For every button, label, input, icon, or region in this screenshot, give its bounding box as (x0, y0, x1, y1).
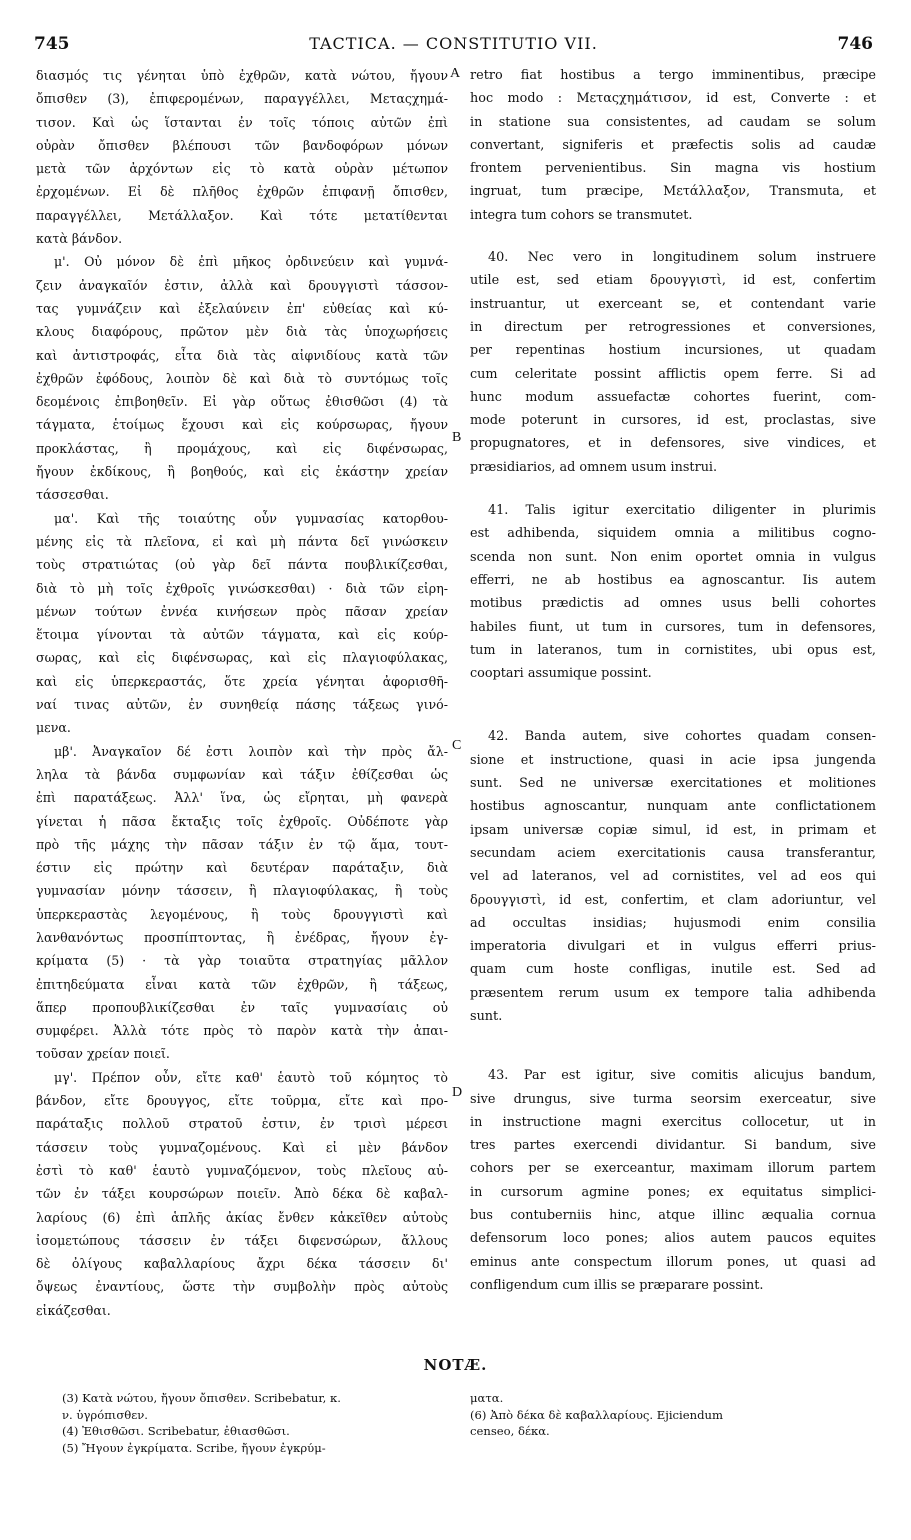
note-line: ματα. (470, 1391, 504, 1405)
text-line: διὰ τὸ μὴ τοῖς ἐχθροῖς γινώσκεσθαι) · διὰ τῶν εἰρη- (36, 580, 448, 596)
paragraph-spacer (470, 685, 876, 725)
text-line: γυμνασίαν μόνην τάσσειν, ἢ πλαγιοφύλακας, ἢ τοὺς (36, 883, 448, 899)
text-line: τας γυμνάζειν καὶ ἐξελαύνειν ἐπ' εὐθείας καὶ κύ- (36, 300, 448, 316)
text-line: cum celeritate possint afflictis opem ferre. Si ad (470, 366, 876, 382)
greek-paragraph (36, 64, 448, 250)
paragraph-spacer (470, 479, 876, 499)
text-line: εἰκάζεσθαι. (36, 1302, 111, 1318)
text-line: δρουγγιστὶ, id est, confertim, et clam adoriuntur, vel (470, 892, 876, 908)
text-line: convertant, signiferis et præfectis solis ad caudæ (470, 137, 876, 153)
text-line: ἤγουν ἐκδίκους, ἢ βοηθούς, καὶ εἰς ἑκάστην χρείαν (36, 464, 448, 480)
text-line: ad occultas insidias; hujusmodi enim consilia (470, 915, 876, 931)
text-line: ἐστὶ τὸ καθ' ἑαυτὸ γυμναζόμενον, τοὺς πλεῖους αὐ- (36, 1162, 448, 1178)
text-line: μα'. Καὶ τῆς τοιαύτης οὖν γυμνασίας κατορθου- (54, 510, 448, 526)
text-line: præsidiarios, ad omnem usum instrui. (470, 459, 718, 475)
text-line: ἕτοιμα γίνονται τὰ αὐτῶν τάγματα, καὶ εἰς κούρ- (36, 627, 448, 643)
greek-paragraph (36, 740, 448, 1066)
text-line: 41. Talis igitur exercitatio diligenter in plurimis (488, 503, 876, 519)
latin-paragraph (470, 499, 876, 685)
text-line: sunt. Sed ne universæ exercitationes et molitiones (470, 776, 876, 792)
latin-paragraph (470, 64, 876, 227)
greek-paragraph (36, 507, 448, 740)
notes-left-column (62, 1390, 447, 1457)
text-line: confligendum cum illis se præparare possint. (470, 1277, 764, 1293)
note-line: (3) Κατὰ νώτου, ἤγουν ὄπισθεν. Scribebatur, κ. (62, 1391, 341, 1405)
text-line: cohors per se exerceantur, maximam illorum partem (470, 1161, 876, 1177)
text-line: ἅπερ προπουβλικίζεσθαι ἐν ταῖς γυμνασίαις οὐ (36, 999, 448, 1015)
text-line: præsentem rerum usum ex tempore talia adhibenda (470, 985, 876, 1001)
text-line: ipsam universæ copiæ simul, id est, in primam et (470, 822, 876, 838)
text-line: sive drungus, sive turma seorsim exerceatur, sive (470, 1091, 876, 1107)
text-line: συμφέρει. Ἀλλὰ τότε πρὸς τὸ παρὸν κατὰ τὴν ἀπαι- (36, 1023, 448, 1039)
latin-paragraph (470, 246, 876, 479)
page-header (34, 34, 873, 60)
text-line: ὄψεως ἐναντίους, ὥστε τὴν συμβολὴν πρὸς αὐτοὺς (36, 1279, 448, 1295)
note-line: (5) Ἤγουν ἐγκρίματα. Scribe, ἤγουν ἐγκρύμ- (62, 1441, 326, 1456)
text-line: propugnatores, et in defensores, sive vindices, et (470, 436, 876, 452)
text-line: σωρας, καὶ εἰς διφένσωρας, καὶ εἰς πλαγιοφύλακας, (36, 650, 448, 666)
text-line: τάγματα, ἑτοίμως ἔχουσι καὶ εἰς κούρσωρας, ἤγουν (36, 417, 448, 433)
text-line: διασμός τις γένηται ὑπὸ ἐχθρῶν, κατὰ νώτου, ἤγουν (36, 68, 448, 83)
note-line: (6) Ἀπὸ δέκα δὲ καβαλλαρίους. Ejiciendum (470, 1407, 723, 1422)
greek-paragraph (36, 1066, 448, 1322)
text-line: mode poterunt in cursores, id est, proclastas, sive (470, 413, 876, 429)
text-line: μετὰ τῶν ἀρχόντων εἰς τὸ κατὰ οὐρὰν μέτωπον (36, 161, 448, 177)
text-line: μένης εἰς τὰ πλεῖονα, εἰ καὶ μὴ πάντα δεῖ γινώσκειν (36, 533, 448, 549)
note-line: (4) Ἐθισθῶσι. Scribebatur, ἐθιασθῶσι. (62, 1424, 290, 1439)
latin-paragraph (470, 725, 876, 1028)
text-line: τισον. Καὶ ὡς ἵστανται ἐν τοῖς τόποις αὐτῶν ἐπὶ (36, 114, 448, 130)
text-line: in instructione magni exercitus collocetur, ut in (470, 1114, 876, 1130)
text-line: utile est, sed etiam δρουγγιστὶ, id est, confertim (470, 273, 876, 289)
text-line: efferri, ne ab hostibus ea agnoscantur. Iis autem (470, 572, 876, 588)
text-line: πρὸ τῆς μάχης τὴν πᾶσαν τάξιν ἐν τῷ ἅμα, τουτ- (36, 836, 448, 852)
text-line: παραγγέλλει, Μετάλλαξον. Καὶ τότε μετατίθενται (36, 207, 448, 223)
text-line: hostibus agnoscantur, nunquam ante conflictationem (470, 799, 876, 815)
running-title: TACTICA. — CONSTITUTIO VII. (309, 34, 598, 53)
text-line: ἰσομετώπους τάσσειν ἐν τάξει διφενσώρων, ἄλλους (36, 1232, 448, 1248)
text-line: in cursorum agmine pones; ex equitatus simplici- (470, 1184, 876, 1200)
text-line: κρίματα (5) · τὰ γὰρ τοιαῦτα στρατηγίας μᾶλλον (36, 953, 448, 969)
text-line: τάσσεσθαι. (36, 487, 109, 503)
text-line: ὑπερκεραστὰς λεγομένους, ἢ τοὺς δρουγγιστὶ καὶ (36, 906, 448, 922)
text-line: ζειν ἀναγκαῖόν ἐστιν, ἀλλὰ καὶ δρουγγιστὶ τάσσον- (36, 277, 448, 293)
text-line: δὲ ὀλίγους καβαλλαρίους ἄχρι δέκα τάσσειν δι' (36, 1256, 448, 1272)
greek-paragraph (36, 250, 448, 506)
text-line: instruantur, ut exerceant se, et contendant varie (470, 296, 876, 312)
note-line: censeo, δέκα. (470, 1424, 550, 1439)
margin-letter-d: D (452, 1085, 463, 1100)
text-line: cooptari assumique possint. (470, 666, 652, 682)
text-line: ἐχθρῶν ἐφόδους, λοιπὸν δὲ καὶ διὰ τὸ συντόμως τοῖς (36, 370, 448, 386)
text-line: defensorum loco pones; alios autem paucos equites (470, 1231, 876, 1247)
text-line: τῶν ἐν τάξει κουρσώρων ποιεῖν. Ἀπὸ δέκα δὲ καβαλ- (36, 1186, 448, 1202)
text-line: ναί τινας αὐτῶν, ἐν συνηθείᾳ πάσης τάξεως γινό- (36, 697, 448, 713)
text-line: tum in lateranos, tum in cornistites, ubi opus est, (470, 642, 876, 658)
text-line: eminus ante conspectum illorum pones, ut quasi ad (470, 1254, 876, 1270)
text-line: motibus prædictis ad omnes usus belli cohortes (470, 596, 876, 612)
text-line: ληλα τὰ βάνδα συμφωνίαν καὶ τάξιν ἐθίζεσθαι ὡς (36, 766, 448, 782)
text-line: frontem pervenientibus. Sin magna vis hostium (470, 161, 876, 177)
text-line: ἐρχομένων. Εἰ δὲ πλῆθος ἐχθρῶν ἐπιφανῇ ὄπισθεν, (36, 184, 448, 200)
text-line: κατὰ βάνδον. (36, 231, 123, 247)
text-line: quam cum hoste confligas, inutile est. Sed ad (470, 962, 876, 978)
text-line: μ'. Οὐ μόνον δὲ ἐπὶ μῆκος ὀρδινεύειν καὶ γυμνά- (54, 254, 448, 270)
margin-letter-b: B (452, 430, 462, 445)
text-line: sunt. (470, 1008, 503, 1024)
text-line: καὶ εἰς ὑπερκεραστάς, ὅτε χρεία γένηται ἀφορισθῆ- (36, 673, 448, 689)
latin-text-column (470, 64, 876, 1297)
text-line: οὐρὰν ὄπισθεν βλέπουσι τῶν βανδοφόρων μόνων (36, 137, 448, 153)
text-line: τοῦσαν χρείαν ποιεῖ. (36, 1046, 170, 1062)
text-line: βάνδον, εἴτε δρουγγος, εἴτε τοῦρμα, εἴτε καὶ προ- (36, 1093, 448, 1109)
text-line: hunc modum assuefactæ cohortes fuerint, com- (470, 389, 876, 405)
text-line: προκλάστας, ἢ προμάχους, καὶ εἰς διφένσωρας, (36, 440, 448, 456)
text-line: integra tum cohors se transmutet. (470, 207, 693, 223)
text-line: vel ad lateranos, vel ad cornistites, vel ad eos qui (470, 869, 876, 885)
paragraph-spacer (470, 1028, 876, 1064)
text-line: μγ'. Πρέπον οὖν, εἴτε καθ' ἑαυτὸ τοῦ κόμητος τὸ (54, 1069, 448, 1085)
margin-letter-c: C (452, 738, 462, 753)
text-line: ἐπιτηδεύματα εἶναι κατὰ τῶν ἐχθρῶν, ἢ τάξεως, (36, 976, 448, 992)
text-line: per repentinas hostium incursiones, ut quadam (470, 343, 876, 359)
text-line: ingruat, tum præcipe, Μετάλλαξον, Transmuta, et (470, 184, 876, 200)
text-line: τάσσειν τοὺς γυμναζομένους. Καὶ εἰ μὲν βάνδον (36, 1139, 448, 1155)
text-line: λανθανόντως προσπίπτοντας, ἢ ἐνέδρας, ἤγουν ἐγ- (36, 929, 448, 945)
text-line: δεομένοις ἐπιβοηθεῖν. Εἰ γὰρ οὕτως ἐθισθῶσι (4) τὰ (36, 394, 448, 410)
text-line: retro fiat hostibus a tergo imminentibus, præcipe (470, 68, 876, 83)
text-line: habiles fiunt, ut tum in cursores, tum in defensores, (470, 619, 876, 635)
text-line: 40. Nec vero in longitudinem solum instruere (488, 250, 876, 266)
text-line: παράταξις πολλοῦ στρατοῦ ἐστιν, ἐν τρισὶ μέρεσι (36, 1116, 448, 1132)
text-line: 42. Banda autem, sive cohortes quadam consen- (488, 729, 876, 745)
text-line: λαρίους (6) ἐπὶ ἁπλῆς ἀκίας ἔνθεν κἀκεῖθεν αὐτοὺς (36, 1209, 448, 1225)
text-line: μένων τούτων ἐννέα κινήσεων πρὸς πᾶσαν χρείαν (36, 603, 448, 619)
notes-title: NOTÆ. (423, 1356, 488, 1374)
note-line: ν. ὑγρόπισθεν. (62, 1407, 148, 1422)
text-line: ἐπὶ παρατάξεως. Ἀλλ' ἵνα, ὡς εἴρηται, μὴ φανερὰ (36, 790, 448, 806)
text-line: έστιν εἰς πρώτην καὶ δευτέραν παράταξιν, διὰ (36, 860, 448, 876)
page-number-right: 746 (837, 34, 873, 54)
text-line: καὶ ἀντιστροφάς, εἶτα διὰ τὰς αἰφνιδίους κατὰ τῶν (36, 347, 448, 363)
text-line: sione et instructione, quasi in acie ipsa jungenda (470, 752, 876, 768)
text-line: 43. Par est igitur, sive comitis alicujus bandum, (488, 1068, 876, 1084)
text-line: hoc modo : Μεταςχημάτισον, id est, Converte : et (470, 91, 876, 107)
text-line: bus contuberniis hinc, atque illinc æqualia cornua (470, 1208, 876, 1224)
text-line: κλους διαφόρους, πρῶτον μὲν διὰ τὰς ὑποχωρήσεις (36, 324, 448, 340)
text-line: ὄπισθεν (3), ἐπιφερομένων, παραγγέλλει, Μεταςχημά- (36, 91, 448, 107)
margin-letter-a: A (450, 66, 461, 81)
page-number-left: 745 (34, 34, 70, 54)
text-line: μβ'. Ἀναγκαῖον δέ ἐστι λοιπὸν καὶ τὴν πρὸς ἄλ- (54, 743, 448, 759)
text-line: μενα. (36, 720, 71, 736)
text-line: secundam aciem exercitationis causa transferantur, (470, 845, 876, 861)
latin-paragraph (470, 1064, 876, 1297)
greek-text-column (36, 64, 448, 1322)
text-line: γίνεται ἡ πᾶσα ἔκταξις τοῖς ἐχθροῖς. Οὐδέποτε γὰρ (36, 813, 448, 829)
notes-right-column (470, 1390, 875, 1440)
text-line: imperatoria divulgari et in vulgus efferri prius- (470, 939, 876, 955)
text-line: τοὺς στρατιώτας (οὐ γὰρ δεῖ πάντα πουβλικίζεσθαι, (36, 557, 448, 573)
text-line: in statione sua consistentes, ad caudam se solum (470, 114, 876, 130)
text-line: tres partes exercendi dividantur. Si bandum, sive (470, 1138, 876, 1154)
text-line: scenda non sunt. Non enim oportet omnia in vulgus (470, 549, 876, 565)
paragraph-spacer (470, 227, 876, 246)
text-line: est adhibenda, siquidem omnia a militibus cogno- (470, 526, 876, 542)
text-line: in directum per retrogressiones et conversiones, (470, 319, 876, 335)
